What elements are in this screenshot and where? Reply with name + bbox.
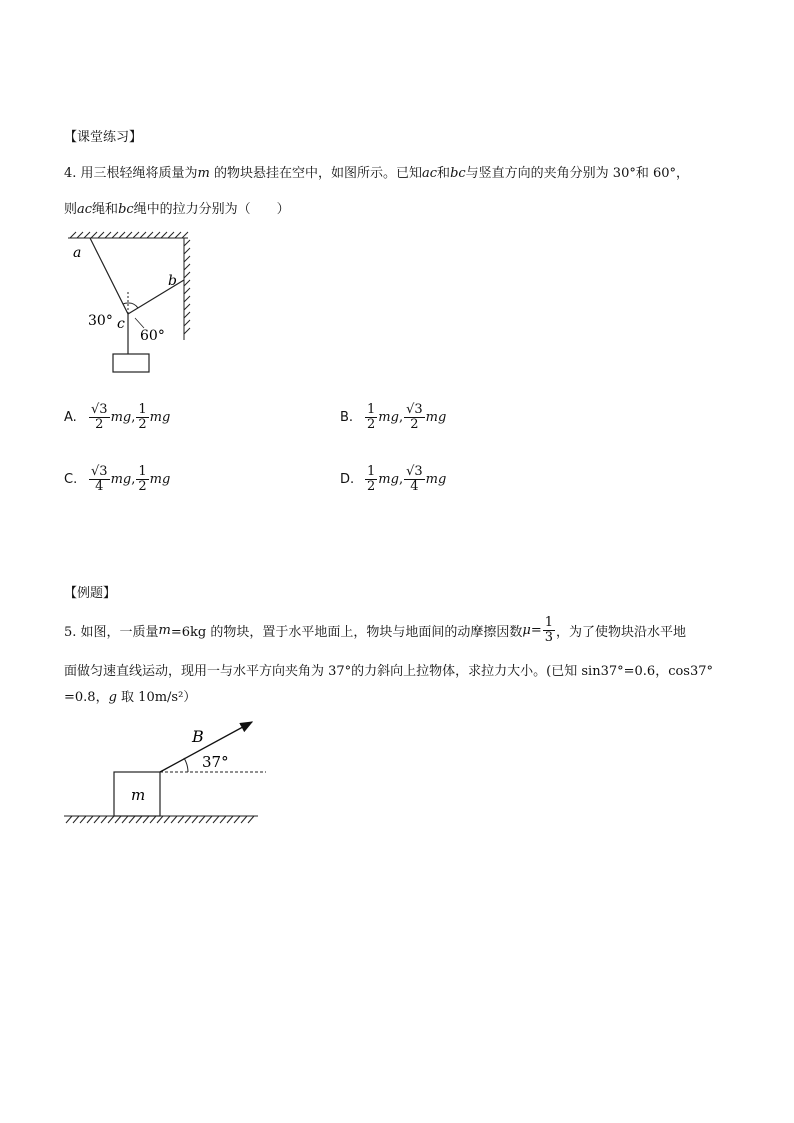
angle-arc-60	[128, 303, 138, 308]
comma: ,	[131, 471, 136, 487]
fraction	[89, 465, 110, 493]
comma: ,	[398, 409, 404, 425]
q5-text: ，为了使物块沿水平地	[556, 624, 687, 640]
unit: mg	[425, 471, 447, 487]
q5-text: =6kg 的物块，置于水平地面上，物块与地面间的动摩擦因数	[170, 624, 523, 640]
q5-figure	[60, 714, 280, 832]
q5-line3	[64, 686, 196, 705]
frac-num: √3	[91, 464, 108, 479]
ceiling-hatch	[68, 232, 188, 238]
var-mu: μ	[522, 622, 531, 638]
fraction	[136, 465, 148, 493]
section-title-example: 【例题】	[64, 586, 117, 601]
frac-den: 2	[138, 416, 147, 432]
q4-text: 的物块悬挂在空中，如图所示。已知	[209, 166, 423, 181]
option-label: C.	[64, 471, 78, 487]
label-angle-30: 30°	[88, 313, 113, 329]
wall-hatch	[184, 238, 190, 340]
frac-den: 3	[544, 629, 554, 645]
label-B: B	[192, 727, 204, 746]
var-ac: ac	[77, 202, 93, 217]
q4-text: 则	[64, 202, 78, 217]
hanging-block	[113, 354, 149, 372]
q4-text: 绳和	[92, 202, 119, 217]
unit: mg	[149, 471, 171, 487]
fraction	[89, 403, 110, 431]
var-bc: bc	[118, 202, 134, 217]
frac-num: √3	[406, 464, 423, 479]
unit: mg	[425, 409, 447, 425]
q5-text: 5. 如图，一质量	[64, 624, 159, 640]
frac-num: √3	[91, 402, 108, 417]
frac-den: 2	[367, 416, 376, 432]
q4-line2	[64, 198, 290, 217]
rope-ac	[90, 238, 128, 314]
option-label: D.	[340, 471, 355, 487]
label-m: m	[131, 786, 146, 804]
fraction	[404, 403, 425, 431]
fraction	[365, 465, 377, 493]
q4-text: 4. 用三根轻绳将质量为	[64, 166, 198, 181]
fraction	[365, 403, 377, 431]
angle-leader	[135, 318, 144, 328]
fraction-mu	[543, 616, 555, 644]
unit: mg	[110, 471, 132, 487]
frac-den: 2	[138, 478, 147, 494]
frac-den: 4	[410, 478, 419, 494]
unit: mg	[378, 409, 399, 425]
q4-figure	[60, 226, 200, 376]
q5-text: 取 10m/s²）	[116, 690, 197, 705]
label-a: a	[73, 245, 82, 261]
q5-line2: 面做匀速直线运动，现用一与水平方向夹角为 37°的力斜向上拉物体，求拉力大小。(已知 sin37°=0.6，cos37°	[64, 664, 714, 679]
label-angle-37: 37°	[202, 753, 229, 771]
frac-den: 2	[367, 478, 376, 494]
option-c[interactable]	[64, 465, 170, 493]
label-c: c	[117, 316, 125, 332]
unit: mg	[110, 409, 132, 425]
fraction	[404, 465, 425, 493]
unit: mg	[378, 471, 399, 487]
unit: mg	[149, 409, 171, 425]
label-b: b	[168, 273, 177, 289]
var-ac: ac	[422, 166, 438, 181]
frac-num: 1	[367, 402, 376, 417]
q4-line1	[64, 162, 689, 181]
option-label: A.	[64, 409, 77, 425]
frac-den: 4	[95, 478, 104, 494]
frac-num: √3	[406, 402, 423, 417]
option-d[interactable]	[340, 465, 446, 493]
q4-text: 与竖直方向的夹角分别为 30°和 60°，	[465, 166, 690, 181]
frac-num: 1	[367, 464, 376, 479]
var-m: m	[197, 166, 210, 181]
option-b[interactable]	[340, 403, 446, 431]
frac-num: 1	[544, 615, 554, 630]
q5-text: =0.8，	[64, 690, 109, 705]
option-a[interactable]	[64, 403, 170, 431]
frac-num: 1	[138, 464, 147, 479]
frac-den: 2	[410, 416, 419, 432]
q5-line1	[64, 616, 686, 644]
option-label: B.	[340, 409, 354, 425]
var-g: g	[108, 690, 117, 705]
equals: =	[530, 622, 542, 638]
angle-arc-30	[123, 303, 128, 304]
label-angle-60: 60°	[140, 328, 165, 344]
q4-text: 和	[437, 166, 451, 181]
comma: ,	[398, 471, 404, 487]
ground-hatch	[64, 816, 258, 823]
frac-num: 1	[138, 402, 147, 417]
fraction	[136, 403, 148, 431]
var-m: m	[158, 622, 171, 638]
q4-text: 绳中的拉力分别为（ ）	[133, 202, 290, 217]
var-bc: bc	[450, 166, 466, 181]
frac-den: 2	[95, 416, 104, 432]
section-title-practice: 【课堂练习】	[64, 130, 143, 145]
angle-arc-37	[184, 758, 188, 772]
comma: ,	[131, 409, 136, 425]
